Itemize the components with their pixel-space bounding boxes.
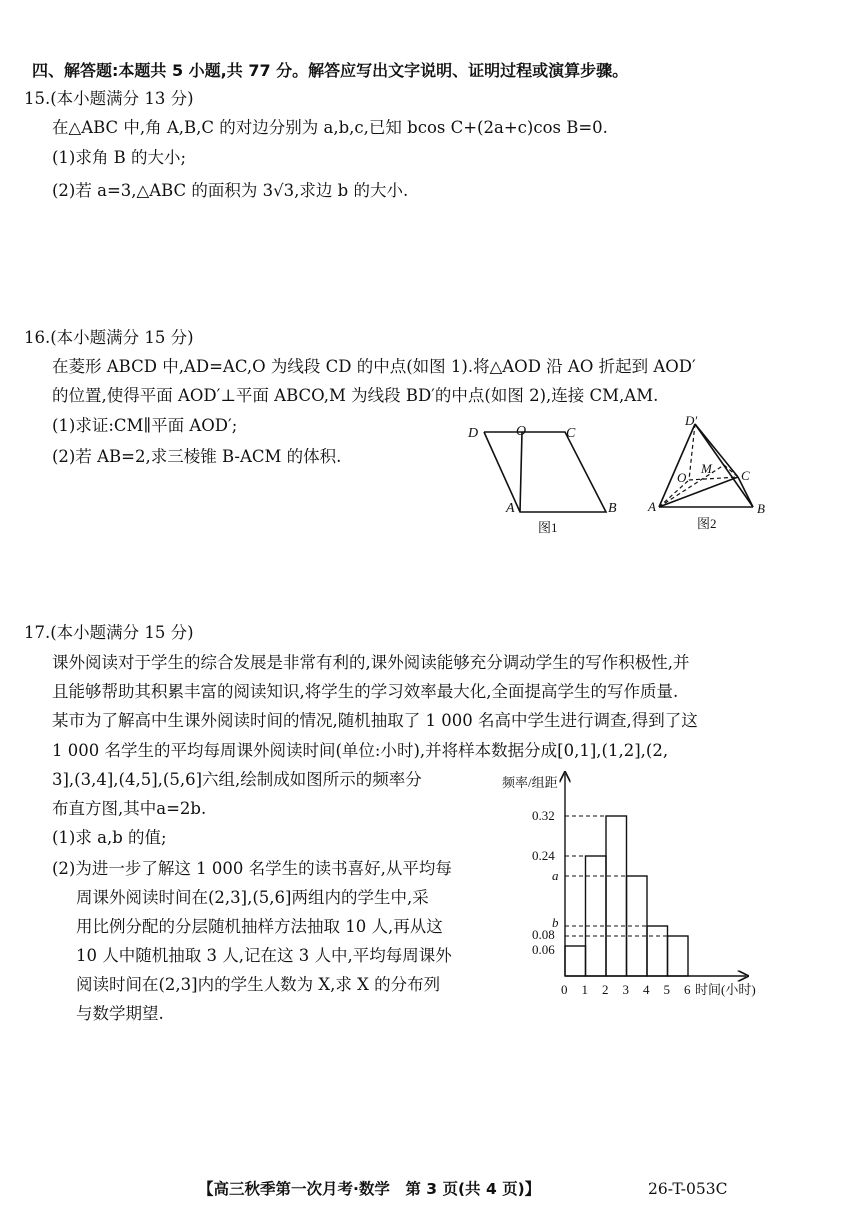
q17-part2-f: 与数学期望. xyxy=(76,1004,164,1023)
x-tick-label: 1 xyxy=(581,982,588,997)
footer-code: 26-T-053C xyxy=(648,1180,728,1198)
q15-header: 15.(本小题满分 13 分) xyxy=(24,89,194,108)
q16-part2: (2)若 AB=2,求三棱锥 B-ACM 的体积. xyxy=(52,447,342,466)
q17-part2-d: 10 人中随机抽取 3 人,记在这 3 人中,平均每周课外 xyxy=(76,946,452,965)
q17-part2-b: 周课外阅读时间在(2,3],(5,6]两组内的学生中,采 xyxy=(76,888,429,907)
histogram-bar xyxy=(606,816,627,976)
y-tick-label: a xyxy=(552,868,559,883)
q17-line3: 某市为了解高中生课外阅读时间的情况,随机抽取了 1 000 名高中学生进行调查,得到了这 xyxy=(52,711,698,730)
q16-part1: (1)求证:CM∥平面 AOD′; xyxy=(52,416,238,435)
x-tick-label: 0 xyxy=(561,982,568,997)
y-tick-label: b xyxy=(552,915,559,930)
label-o: O xyxy=(677,470,687,485)
q16-header: 16.(本小题满分 15 分) xyxy=(24,328,194,347)
y-tick-label: 0.24 xyxy=(532,848,555,863)
label-c: C xyxy=(566,426,576,441)
x-tick-label: 6 xyxy=(684,982,691,997)
label-d-prime: D′ xyxy=(685,413,698,428)
x-axis-title: 时间(小时) xyxy=(695,982,756,997)
q17-line1: 课外阅读对于学生的综合发展是非常有利的,课外阅读能够充分调动学生的写作积极性,并 xyxy=(52,653,690,672)
label-a: A xyxy=(648,499,656,514)
rhombus-abcd xyxy=(484,432,606,512)
label-d: D xyxy=(468,426,479,441)
histogram-bar xyxy=(586,856,607,976)
q16-line2: 的位置,使得平面 AOD′⊥平面 ABCO,M 为线段 BD′的中点(如图 2),连接 CM,AM. xyxy=(52,386,659,405)
label-b: B xyxy=(608,501,617,516)
label-c: C xyxy=(741,468,750,483)
q17-part2-c: 用比例分配的分层随机抽样方法抽取 10 人,再从这 xyxy=(76,917,443,936)
x-tick-label: 5 xyxy=(663,982,670,997)
q16-line1: 在菱形 ABCD 中,AD=AC,O 为线段 CD 的中点(如图 1).将△AOD 沿 AO 折起到 AOD′ xyxy=(52,357,696,376)
y-axis-title: 频率/组距 xyxy=(502,775,558,790)
q17-part2-a: (2)为进一步了解这 1 000 名学生的读书喜好,从平均每 xyxy=(52,859,452,878)
histogram-bar xyxy=(565,946,586,976)
q17-part1: (1)求 a,b 的值; xyxy=(52,828,167,847)
y-tick-label: 0.06 xyxy=(532,942,555,957)
histogram-bar xyxy=(647,926,668,976)
q17-line4: 1 000 名学生的平均每周课外阅读时间(单位:小时),并将样本数据分成[0,1],(1,2],(2, xyxy=(52,741,669,760)
section-heading: 四、解答题:本题共 5 小题,共 77 分。解答应写出文字说明、证明过程或演算步骤。 xyxy=(32,61,629,80)
label-m: M xyxy=(701,461,712,476)
histogram-bar xyxy=(668,936,689,976)
figure-2-caption: 图2 xyxy=(697,516,717,531)
x-tick-label: 2 xyxy=(602,982,609,997)
figure-1-rhombus xyxy=(462,420,632,540)
y-tick-label: 0.32 xyxy=(532,808,555,823)
q15-stem: 在△ABC 中,角 A,B,C 的对边分别为 a,b,c,已知 bcos C+(2a+c)cos B=0. xyxy=(52,118,608,137)
label-b: B xyxy=(757,501,765,516)
q17-part2-e: 阅读时间在(2,3]内的学生人数为 X,求 X 的分布列 xyxy=(76,975,441,994)
x-tick-label: 3 xyxy=(622,982,629,997)
segment-ao xyxy=(520,432,522,512)
q15-part1: (1)求角 B 的大小; xyxy=(52,148,187,167)
figure-2-pyramid xyxy=(645,410,775,540)
q17-line5: 3],(3,4],(4,5],(5,6]六组,绘制成如图所示的频率分 xyxy=(52,770,422,789)
q17-header: 17.(本小题满分 15 分) xyxy=(24,623,194,642)
q17-line2: 且能够帮助其积累丰富的阅读知识,将学生的学习效率最大化,全面提高学生的写作质量. xyxy=(52,682,679,701)
x-tick-label: 4 xyxy=(643,982,650,997)
q17-line6: 布直方图,其中a=2b. xyxy=(52,799,207,818)
q15-part2: (2)若 a=3,△ABC 的面积为 3√3,求边 b 的大小. xyxy=(52,181,409,200)
y-tick-label: 0.08 xyxy=(532,927,555,942)
label-a: A xyxy=(506,501,515,516)
histogram-chart xyxy=(490,768,770,1028)
footer-title: 【高三秋季第一次月考·数学 第 3 页(共 4 页)】 xyxy=(198,1180,541,1198)
label-o: O xyxy=(516,424,527,439)
figure-1-caption: 图1 xyxy=(538,520,558,535)
